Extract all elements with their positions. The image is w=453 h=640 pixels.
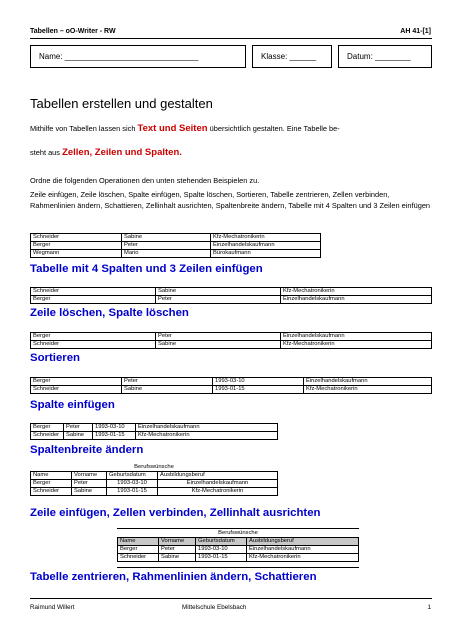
table-cell: Ausbildungsberuf — [158, 472, 278, 480]
table-cell: Peter — [159, 546, 196, 554]
table-cell: Schneider — [31, 488, 72, 496]
table-cell: Kfz-Mechatronikerin — [211, 234, 321, 242]
table-row — [31, 288, 432, 296]
table-cell: Einzelhandelskaufmann — [247, 546, 359, 554]
table-4 — [30, 377, 432, 394]
table-cell: Name — [31, 472, 72, 480]
section-heading-2: Zeile löschen, Spalte löschen — [30, 307, 189, 319]
table-row — [31, 464, 278, 472]
table-cell: 1993-01-15 — [93, 432, 136, 440]
class-field[interactable]: Klasse: ______ — [252, 45, 332, 68]
table-row — [118, 546, 359, 554]
table-row — [31, 386, 432, 394]
thick-bottom-rule — [117, 567, 359, 568]
table-cell: Peter — [156, 333, 281, 341]
table-cell: Schneider — [31, 386, 122, 394]
table-row — [31, 424, 278, 432]
section-heading-7: Tabelle zentrieren, Rahmenlinien ändern, Schattieren — [30, 571, 317, 583]
table-cell: Berger — [31, 333, 156, 341]
section-heading-1: Tabelle mit 4 Spalten und 3 Zeilen einfügen — [30, 263, 263, 275]
table-row — [31, 296, 432, 304]
table-cell: Schneider — [31, 341, 156, 349]
instruction: Ordne die folgenden Operationen den unten stehenden Beispielen zu. — [30, 176, 260, 185]
table-2 — [30, 287, 432, 304]
intro-highlight-b: Text und Seiten — [137, 123, 208, 134]
footer-rule — [30, 598, 432, 599]
table-row — [31, 250, 321, 258]
intro-text-c: übersichtlich gestalten. Eine Tabelle be- — [209, 124, 340, 133]
table-merged-heading: Berufswünsche — [218, 530, 258, 536]
table-cell: Sabine — [72, 488, 107, 496]
table-cell: 1993-01-15 — [196, 554, 247, 562]
table-cell: Geburtsdatum — [196, 538, 247, 546]
table-cell: Peter — [72, 480, 107, 488]
table-6 — [30, 464, 278, 496]
table-row — [31, 234, 321, 242]
table-cell: Sabine — [156, 341, 281, 349]
table-cell: Name — [118, 538, 159, 546]
table-cell: Einzelhandelskaufmann — [281, 333, 432, 341]
intro-line-1 — [30, 124, 432, 135]
table-cell: Schneider — [31, 288, 156, 296]
table-cell: Berger — [31, 296, 156, 304]
table-cell: Bürokaufmann — [211, 250, 321, 258]
intro-text-d: steht aus — [30, 148, 60, 157]
table-cell: Einzelhandelskaufmann — [304, 378, 432, 386]
table-cell: Berger — [118, 546, 159, 554]
table-row — [31, 333, 432, 341]
table-cell: Berger — [31, 480, 72, 488]
section-heading-5: Spaltenbreite ändern — [30, 444, 144, 456]
section-heading-4: Spalte einfügen — [30, 399, 115, 411]
intro-highlight-e: Zellen, Zeilen und Spalten. — [62, 147, 182, 158]
table-cell: Sabine — [156, 288, 281, 296]
table-row — [31, 480, 278, 488]
table-1 — [30, 233, 321, 258]
table-cell: Kfz-Mechatronikerin — [304, 386, 432, 394]
table-row — [31, 488, 278, 496]
table-row — [31, 432, 278, 440]
table-cell: 1993-01-15 — [107, 488, 158, 496]
table-row — [31, 341, 432, 349]
table-3 — [30, 332, 432, 349]
table-5 — [30, 423, 278, 440]
table-cell: Kfz-Mechatronikerin — [281, 341, 432, 349]
table-cell: Berger — [31, 424, 64, 432]
footer-school: Mittelschule Ebelsbach — [182, 604, 247, 611]
table-cell: Schneider — [31, 432, 64, 440]
thick-top-rule — [117, 528, 359, 529]
table-row — [31, 242, 321, 250]
table-cell: 1993-03-10 — [213, 378, 304, 386]
table-cell: Sabine — [122, 234, 211, 242]
intro-text-a: Mithilfe von Tabellen lassen sich — [30, 124, 136, 133]
table-cell: Sabine — [64, 432, 93, 440]
header-code: AH 41-[1] — [400, 28, 431, 35]
table-cell: Einzelhandelskaufmann — [211, 242, 321, 250]
operations-list: Zeile einfügen, Zeile löschen, Spalte einfügen, Spalte löschen, Sortieren, Tabelle zentrieren, Zellen verbinden, Rahmenlinien ändern, Schattieren, Zellinhalt ausrichten, Spaltenbreite ändern, Tabelle mit 4 Spalten und 3 Zeilen einfügen — [30, 190, 431, 210]
table-7 — [117, 530, 359, 562]
table-cell: Geburtsdatum — [107, 472, 158, 480]
table-row — [118, 530, 359, 538]
table-cell: Peter — [122, 242, 211, 250]
name-field[interactable]: Name: ______________________________ — [30, 45, 246, 68]
table-cell: 1993-03-10 — [107, 480, 158, 488]
table-cell: Wegmann — [31, 250, 122, 258]
page-title: Tabellen erstellen und gestalten — [30, 96, 213, 111]
table-cell: Peter — [156, 296, 281, 304]
table-cell: Sabine — [159, 554, 196, 562]
table-cell: Kfz-Mechatronikerin — [158, 488, 278, 496]
table-row — [31, 378, 432, 386]
section-heading-6: Zeile einfügen, Zellen verbinden, Zellinhalt ausrichten — [30, 507, 321, 519]
table-cell: Schneider — [31, 234, 122, 242]
table-cell: Einzelhandelskaufmann — [158, 480, 278, 488]
table-cell: 1993-03-10 — [93, 424, 136, 432]
table-cell: Berger — [31, 378, 122, 386]
table-cell: Sabine — [122, 386, 213, 394]
table-cell: Einzelhandelskaufmann — [281, 296, 432, 304]
table-cell: 1993-01-15 — [213, 386, 304, 394]
intro-line-2 — [30, 148, 432, 159]
table-cell: Peter — [64, 424, 93, 432]
date-field[interactable]: Datum: ________ — [338, 45, 432, 68]
footer-page-number: 1 — [427, 604, 431, 611]
table-cell: Kfz-Mechatronikerin — [247, 554, 359, 562]
table-row — [31, 472, 278, 480]
header-title: Tabellen – oO-Writer - RW — [30, 28, 116, 35]
table-merged-heading: Berufswünsche — [134, 464, 174, 470]
table-cell: Peter — [122, 378, 213, 386]
table-cell: Kfz-Mechatronikerin — [281, 288, 432, 296]
table-cell: Ausbildungsberuf — [247, 538, 359, 546]
table-cell: Vorname — [159, 538, 196, 546]
table-row — [118, 554, 359, 562]
table-cell: Einzelhandelskaufmann — [136, 424, 278, 432]
header-rule — [30, 38, 432, 39]
footer-author: Raimund Willert — [30, 604, 75, 611]
table-cell: Berger — [31, 242, 122, 250]
table-cell: 1993-03-10 — [196, 546, 247, 554]
table-cell: Vorname — [72, 472, 107, 480]
section-heading-3: Sortieren — [30, 352, 81, 364]
table-cell: Kfz-Mechatronikerin — [136, 432, 278, 440]
table-cell: Mario — [122, 250, 211, 258]
table-row — [118, 538, 359, 546]
table-cell: Schneider — [118, 554, 159, 562]
